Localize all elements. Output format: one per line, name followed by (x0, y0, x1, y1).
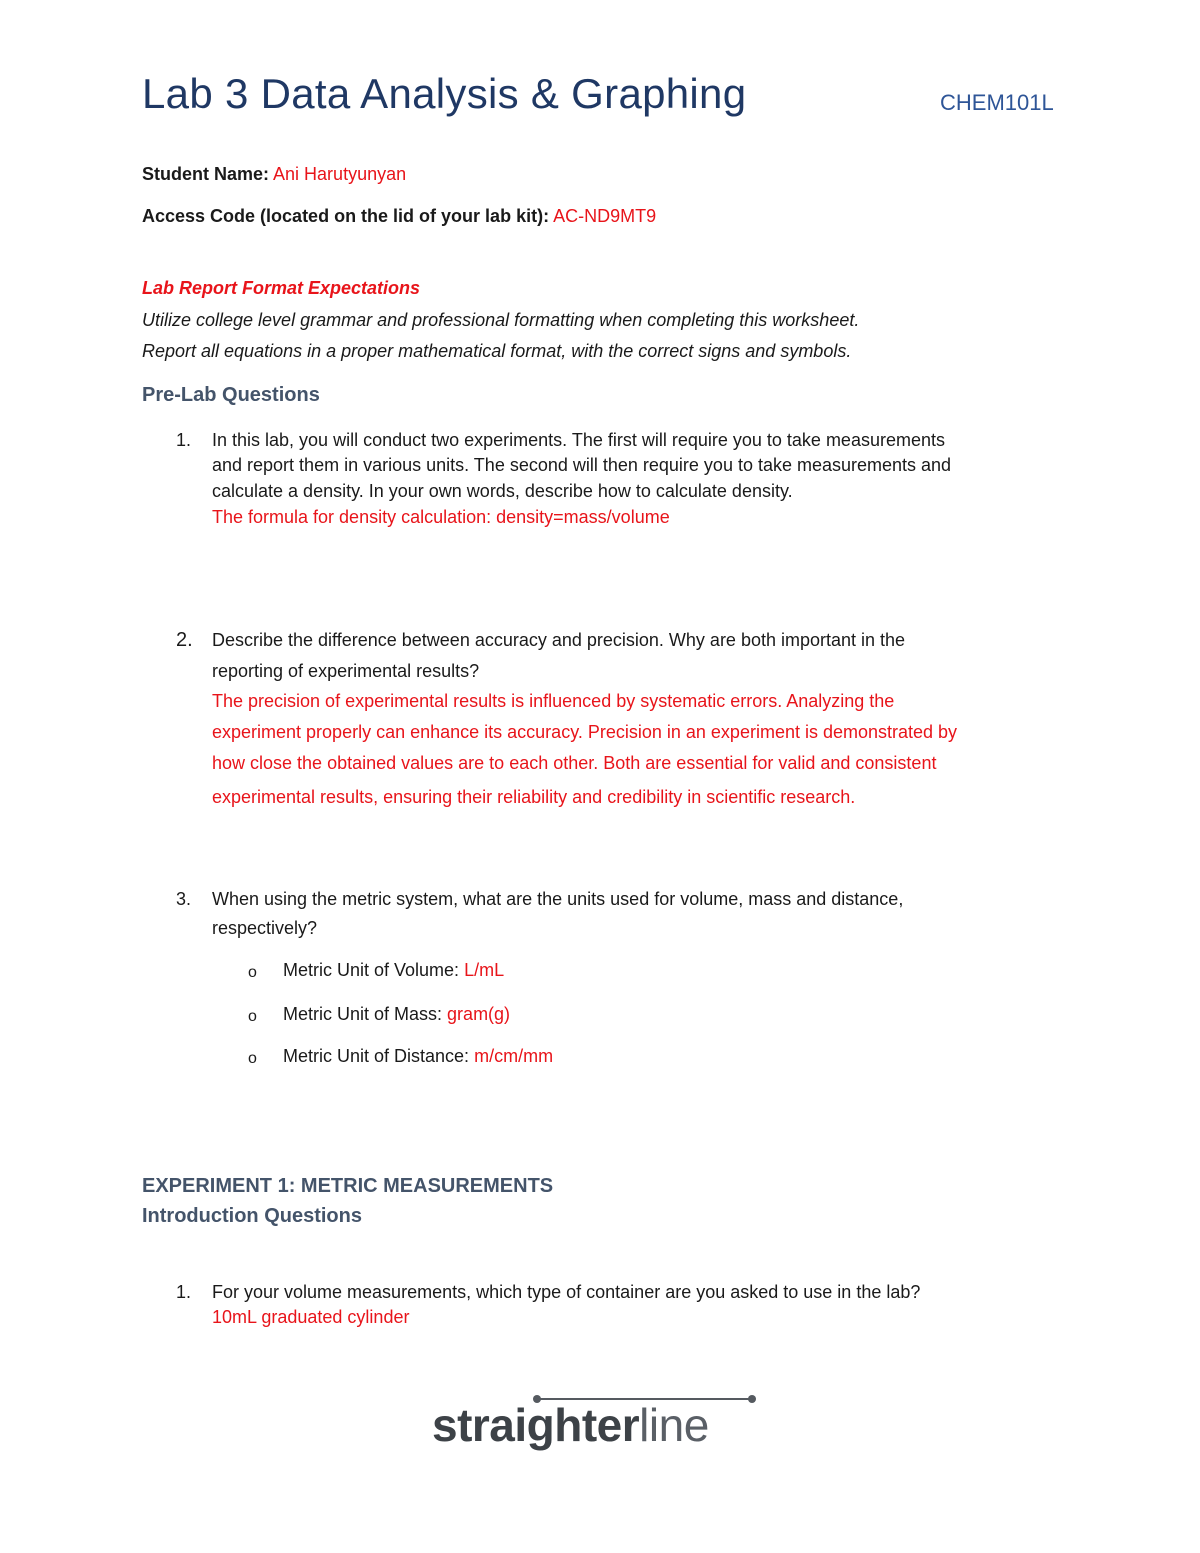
experiment-subheading: Introduction Questions (142, 1205, 362, 1227)
bullet-item-distance (283, 1046, 553, 1067)
format-line-1: Utilize college level grammar and professional formatting when completing this worksheet. (142, 310, 860, 330)
bullet-item-mass (283, 1004, 510, 1025)
answer-text-line: The precision of experimental results is influenced by systematic errors. Analyzing the (212, 691, 895, 711)
question-number: 2. (176, 629, 193, 651)
format-line-2: Report all equations in a proper mathematical format, with the correct signs and symbols. (142, 341, 852, 361)
answer-text: 10mL graduated cylinder (212, 1307, 410, 1327)
student-name-label: Student Name: (142, 164, 270, 184)
course-code: CHEM101L (940, 90, 1054, 115)
bullet-marker: o (248, 964, 257, 981)
logo-wordmark: straighterline (432, 1399, 709, 1451)
access-code-value: AC-ND9MT9 (553, 206, 657, 226)
bullet-label: Metric Unit of Volume: (283, 960, 460, 980)
logo-dot-right (748, 1395, 756, 1403)
question-number: 3. (176, 889, 192, 909)
question-text-line: and report them in various units. The second will then require you to take measurements and (212, 455, 952, 475)
question-text-line: calculate a density. In your own words, describe how to calculate density. (212, 481, 793, 501)
student-name-value: Ani Harutyunyan (273, 164, 407, 184)
question-text-line: Describe the difference between accuracy and precision. Why are both important in the (212, 630, 906, 650)
answer-text: The formula for density calculation: density=mass/volume (212, 507, 670, 527)
question-number: 1. (176, 430, 192, 450)
access-code-label: Access Code (located on the lid of your lab kit): (142, 206, 550, 226)
bullet-value: m/cm/mm (474, 1046, 554, 1066)
student-name-line (142, 164, 406, 185)
question-number: 1. (176, 1282, 192, 1302)
question-text-line: When using the metric system, what are the units used for volume, mass and distance, (212, 889, 904, 909)
access-code-line (142, 206, 656, 227)
page-title: Lab 3 Data Analysis & Graphing (142, 70, 747, 117)
bullet-value: gram(g) (447, 1004, 511, 1024)
bullet-item-volume (283, 960, 504, 981)
format-heading: Lab Report Format Expectations (142, 278, 421, 298)
bullet-value: L/mL (464, 960, 505, 980)
answer-text-line: how close the obtained values are to each other. Both are essential for valid and consistent (212, 753, 937, 773)
prelab-heading: Pre-Lab Questions (142, 384, 320, 406)
straighterline-logo (432, 1388, 762, 1458)
bullet-label: Metric Unit of Distance: (283, 1046, 470, 1066)
bullet-marker: o (248, 1008, 257, 1025)
answer-text-line: experimental results, ensuring their reliability and credibility in scientific research. (212, 787, 856, 807)
bullet-marker: o (248, 1050, 257, 1067)
question-text-line: In this lab, you will conduct two experiments. The first will require you to take measurements (212, 430, 945, 450)
question-text-line: reporting of experimental results? (212, 661, 480, 681)
question-text-line: For your volume measurements, which type of container are you asked to use in the lab? (212, 1282, 921, 1302)
bullet-label: Metric Unit of Mass: (283, 1004, 443, 1024)
answer-text-line: experiment properly can enhance its accuracy. Precision in an experiment is demonstrated by (212, 722, 958, 742)
experiment-heading: EXPERIMENT 1: METRIC MEASUREMENTS (142, 1175, 554, 1197)
question-text-line: respectively? (212, 918, 318, 938)
